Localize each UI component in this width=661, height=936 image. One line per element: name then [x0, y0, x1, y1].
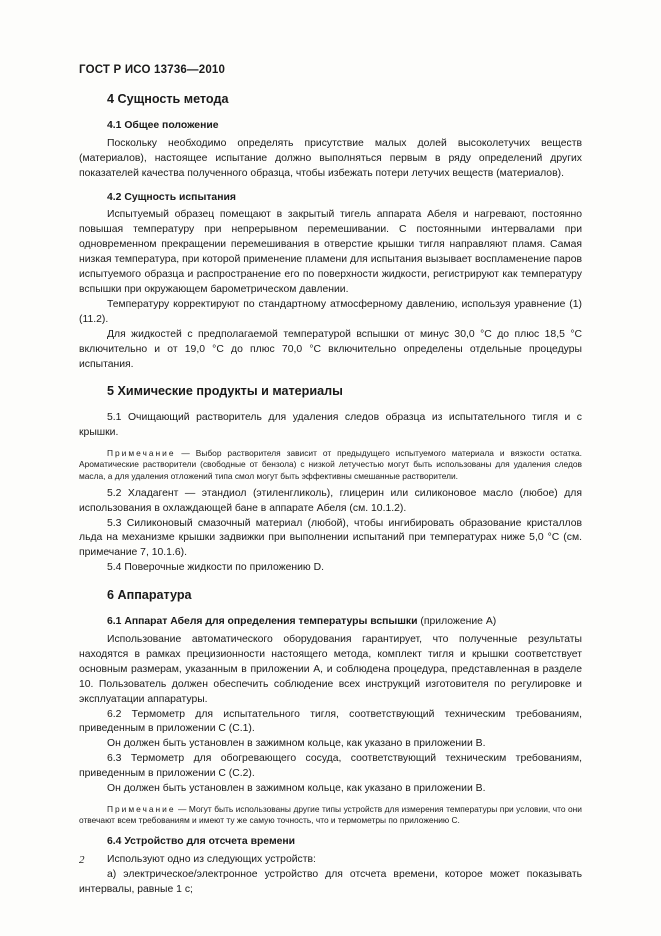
- paragraph-6-3-mount: Он должен быть установлен в зажимном кольце, как указано в приложении В.: [107, 783, 486, 795]
- document-body: [79, 84, 582, 898]
- section-6-1-bold: 6.1 Аппарат Абеля для определения температуры вспышки: [107, 616, 418, 628]
- section-6-1-title: [79, 615, 582, 630]
- section-4-1-text: Поскольку необходимо определять присутствие малых долей высоколетучих веществ (материалов), настоящее испытание должно выполняться первым в ряду определений других показателей качества полученного образца, чтобы избежать потери летучих веществ (материалов).: [79, 137, 582, 179]
- section-6-1-rest: (приложение А): [417, 616, 497, 628]
- list-item-a: а) электрическое/электронное устройство для отсчета времени, которое может показывать интервалы, равные 1 с;: [79, 869, 582, 896]
- section-4-2-text-3: Для жидкостей с предполагаемой температурой вспышки от минус 30,0 °С до плюс 18,5 °С включительно и от 19,0 °С до плюс 70,0 °С включительно определены отдельные процедуры испытания.: [79, 328, 582, 370]
- paragraph-6-2: 6.2 Термометр для испытательного тигля, соответствующий техническим требованиям, приведенным в приложении С (С.1).: [79, 708, 582, 735]
- section-4-title: 4 Сущность метода: [107, 92, 229, 106]
- paragraph-5-3: 5.3 Силиконовый смазочный материал (любой), чтобы ингибировать образование кристаллов льда на механизме крышки задвижки при выполнении испытаний при температурах ниже 5,0 °С (см. примечание 7, 10.1.6).: [79, 517, 582, 559]
- page-number: 2: [79, 854, 85, 866]
- section-6-4-title: 6.4 Устройство для отсчета времени: [107, 836, 296, 848]
- paragraph-5-4: 5.4 Поверочные жидкости по приложению D.: [107, 562, 324, 574]
- document-header: ГОСТ Р ИСО 13736—2010: [79, 64, 226, 76]
- section-4-2-text-2: Температуру корректируют по стандартному атмосферному давлению, используя уравнение (1) (11.2).: [79, 298, 582, 325]
- note-5: [79, 448, 582, 482]
- section-4-2-text-1: Испытуемый образец помещают в закрытый тигель аппарата Абеля и нагревают, постоянно повышая температуру при непрерывном перемешивании. С постоянными интервалами при одновременном прекращении перемешивания в отверстие крышки тигля направляют пламя. Самая низкая температура, при которой применение пламени для испытания вызывает воспламенение паров испытуемого образца и распространение его по поверхности жидкости, регистрируют как температуру вспышки при окружающем барометрическом давлении.: [79, 209, 582, 295]
- paragraph-5-1: 5.1 Очищающий растворитель для удаления следов образца из испытательного тигля и с крышки.: [79, 412, 582, 439]
- section-6-4-text: Используют одно из следующих устройств:: [107, 854, 316, 866]
- note-text: — Выбор растворителя зависит от предыдущего испытуемого материала и вязкости остатка. Ароматические растворители (свободные от бензола) с низкой летучестью могут быть использованы для удаления следов масла, а для удаления отложений типа смол могут быть эффективны смешанные растворители.: [79, 448, 582, 481]
- section-5-title: 5 Химические продукты и материалы: [107, 384, 343, 399]
- note-text: — Могут быть использованы другие типы устройств для измерения температуры при условии, что они отвечают всем требованиям и имеют ту же самую точность, что и термометры по приложению С.: [79, 803, 582, 826]
- paragraph-5-2: 5.2 Хладагент — этандиол (этиленгликоль), глицерин или силиконовое масло (любое) для использования в охлаждающей бане в аппарате Абеля (см. 10.1.2).: [79, 487, 582, 514]
- note-6: [79, 804, 582, 826]
- section-6-1-text: Использование автоматического оборудования гарантирует, что полученные результаты находятся в рамках прецизионности настоящего метода, комплект тигля и крышки соответствует основным размерам, указанным в приложении А, и соблюдена процедура, представленная в разделе 10. Пользователь должен обеспечить соблюдение всех инструкций изготовителя по регулировке и эксплуатации аппаратуры.: [79, 633, 582, 705]
- note-label: Примечание: [107, 448, 176, 459]
- section-6-title: 6 Аппаратура: [107, 588, 192, 603]
- section-4-1-title: 4.1 Общее положение: [107, 119, 219, 131]
- section-4-2-title: 4.2 Сущность испытания: [107, 191, 236, 203]
- paragraph-6-2-mount: Он должен быть установлен в зажимном кольце, как указано в приложении В.: [107, 738, 486, 750]
- paragraph-6-3: 6.3 Термометр для обогревающего сосуда, соответствующий техническим требованиям, приведенным в приложении С (С.2).: [79, 753, 582, 780]
- note-label: Примечание: [107, 803, 176, 814]
